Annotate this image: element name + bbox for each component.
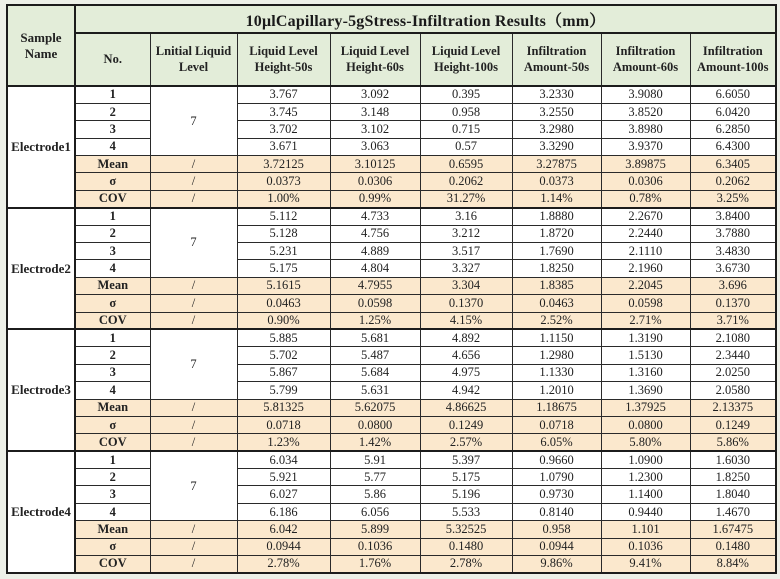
table-row [7, 329, 776, 346]
run-number-cell: 3 [75, 364, 150, 381]
table-row [7, 538, 776, 555]
data-cell: 1.25% [330, 312, 420, 329]
slash-cell: / [150, 190, 237, 207]
data-cell: 1.6030 [690, 451, 776, 468]
run-number-cell: 3 [75, 121, 150, 138]
data-cell: 1.1400 [601, 486, 690, 503]
data-cell: 5.684 [330, 364, 420, 381]
data-cell: 5.702 [237, 347, 330, 364]
stat-label-cell: COV [75, 190, 150, 207]
data-cell: 5.86 [330, 486, 420, 503]
data-cell: 5.196 [420, 486, 512, 503]
stat-label-cell: σ [75, 295, 150, 312]
data-cell: 3.327 [420, 260, 512, 277]
sample-name-cell: Electrode1 [7, 86, 75, 208]
data-cell: 6.186 [237, 503, 330, 520]
run-number-cell: 4 [75, 260, 150, 277]
table-row [7, 312, 776, 329]
data-cell: 3.304 [420, 277, 512, 294]
data-cell: 1.00% [237, 190, 330, 207]
slash-cell: / [150, 295, 237, 312]
data-cell: 1.8880 [512, 208, 601, 225]
data-cell: 1.8250 [690, 469, 776, 486]
data-cell: 5.81325 [237, 399, 330, 416]
data-cell: 0.0463 [237, 295, 330, 312]
data-cell: 5.397 [420, 451, 512, 468]
data-cell: 2.13375 [690, 399, 776, 416]
table-row [7, 190, 776, 207]
stat-label-cell: COV [75, 556, 150, 573]
data-cell: 0.9730 [512, 486, 601, 503]
data-cell: 0.1480 [420, 538, 512, 555]
data-cell: 1.8250 [512, 260, 601, 277]
data-cell: 3.102 [330, 121, 420, 138]
initial-liquid-level-cell: 7 [150, 208, 237, 278]
data-cell: 5.231 [237, 243, 330, 260]
data-cell: 3.696 [690, 277, 776, 294]
data-cell: 6.2850 [690, 121, 776, 138]
run-number-cell: 1 [75, 451, 150, 468]
run-number-cell: 1 [75, 86, 150, 103]
column-header: Infiltration Amount-50s [512, 33, 601, 86]
data-cell: 1.101 [601, 521, 690, 538]
data-cell: 1.1330 [512, 364, 601, 381]
table-row [7, 503, 776, 520]
data-cell: 4.975 [420, 364, 512, 381]
slash-cell: / [150, 538, 237, 555]
data-cell: 3.16 [420, 208, 512, 225]
data-cell: 5.1615 [237, 277, 330, 294]
slash-cell: / [150, 173, 237, 190]
data-cell: 6.3405 [690, 156, 776, 173]
table-row [7, 103, 776, 120]
data-cell: 1.2010 [512, 382, 601, 399]
run-number-cell: 4 [75, 138, 150, 155]
data-cell: 0.1480 [690, 538, 776, 555]
data-cell: 0.8140 [512, 503, 601, 520]
slash-cell: / [150, 277, 237, 294]
data-cell: 0.958 [420, 103, 512, 120]
data-cell: 0.1249 [420, 416, 512, 433]
table-row [7, 486, 776, 503]
data-cell: 1.5130 [601, 347, 690, 364]
stat-label-cell: Mean [75, 277, 150, 294]
data-cell: 5.175 [237, 260, 330, 277]
run-number-cell: 4 [75, 503, 150, 520]
data-cell: 0.0718 [237, 416, 330, 433]
data-cell: 6.4300 [690, 138, 776, 155]
run-number-cell: 3 [75, 243, 150, 260]
data-cell: 3.27875 [512, 156, 601, 173]
table-row [7, 208, 776, 225]
data-cell: 6.034 [237, 451, 330, 468]
stat-label-cell: Mean [75, 156, 150, 173]
data-cell: 3.6730 [690, 260, 776, 277]
data-cell: 0.0944 [512, 538, 601, 555]
sample-name-cell: Electrode3 [7, 329, 75, 451]
data-cell: 8.84% [690, 556, 776, 573]
data-cell: 1.76% [330, 556, 420, 573]
data-cell: 6.05% [512, 434, 601, 451]
data-cell: 5.62075 [330, 399, 420, 416]
data-cell: 5.32525 [420, 521, 512, 538]
data-cell: 1.3160 [601, 364, 690, 381]
data-cell: 0.958 [512, 521, 601, 538]
data-cell: 3.10125 [330, 156, 420, 173]
table-row [7, 416, 776, 433]
data-cell: 5.80% [601, 434, 690, 451]
table-row [7, 451, 776, 468]
data-cell: 1.67475 [690, 521, 776, 538]
stat-label-cell: σ [75, 538, 150, 555]
data-cell: 0.0718 [512, 416, 601, 433]
data-cell: 3.2980 [512, 121, 601, 138]
column-header-row [7, 33, 776, 86]
data-cell: 3.702 [237, 121, 330, 138]
data-cell: 1.4670 [690, 503, 776, 520]
data-cell: 5.867 [237, 364, 330, 381]
data-cell: 0.78% [601, 190, 690, 207]
data-cell: 0.9660 [512, 451, 601, 468]
column-header: No. [75, 33, 150, 86]
slash-cell: / [150, 521, 237, 538]
data-cell: 0.9440 [601, 503, 690, 520]
data-cell: 4.892 [420, 329, 512, 346]
data-cell: 5.112 [237, 208, 330, 225]
slash-cell: / [150, 556, 237, 573]
sample-name-cell: Electrode4 [7, 451, 75, 573]
data-cell: 5.128 [237, 225, 330, 242]
column-header: Liquid Level Height-60s [330, 33, 420, 86]
slash-cell: / [150, 312, 237, 329]
data-cell: 3.767 [237, 86, 330, 103]
data-cell: 2.78% [237, 556, 330, 573]
table-row [7, 173, 776, 190]
data-cell: 3.063 [330, 138, 420, 155]
run-number-cell: 2 [75, 225, 150, 242]
data-cell: 0.99% [330, 190, 420, 207]
data-cell: 4.656 [420, 347, 512, 364]
data-cell: 0.6595 [420, 156, 512, 173]
data-cell: 5.899 [330, 521, 420, 538]
data-cell: 6.0420 [690, 103, 776, 120]
data-cell: 1.0790 [512, 469, 601, 486]
data-cell: 1.1150 [512, 329, 601, 346]
column-header: Liquid Level Height-50s [237, 33, 330, 86]
data-cell: 2.1960 [601, 260, 690, 277]
data-cell: 1.2300 [601, 469, 690, 486]
data-cell: 0.1036 [601, 538, 690, 555]
data-cell: 2.0250 [690, 364, 776, 381]
stat-label-cell: COV [75, 434, 150, 451]
table-row [7, 277, 776, 294]
data-cell: 3.212 [420, 225, 512, 242]
data-cell: 4.7955 [330, 277, 420, 294]
data-cell: 3.7880 [690, 225, 776, 242]
data-cell: 0.715 [420, 121, 512, 138]
data-cell: 9.86% [512, 556, 601, 573]
initial-liquid-level-cell: 7 [150, 86, 237, 156]
column-header: Infiltration Amount-60s [601, 33, 690, 86]
data-cell: 1.18675 [512, 399, 601, 416]
data-cell: 5.885 [237, 329, 330, 346]
data-cell: 3.89875 [601, 156, 690, 173]
data-cell: 3.2330 [512, 86, 601, 103]
data-cell: 3.148 [330, 103, 420, 120]
stat-label-cell: Mean [75, 521, 150, 538]
data-cell: 5.631 [330, 382, 420, 399]
table-title-row [7, 5, 776, 33]
data-cell: 2.2440 [601, 225, 690, 242]
data-cell: 1.3190 [601, 329, 690, 346]
data-cell: 0.1370 [420, 295, 512, 312]
data-cell: 1.8720 [512, 225, 601, 242]
table-row [7, 364, 776, 381]
data-cell: 4.942 [420, 382, 512, 399]
data-cell: 0.0373 [237, 173, 330, 190]
data-cell: 6.056 [330, 503, 420, 520]
data-cell: 2.1080 [690, 329, 776, 346]
data-cell: 1.8385 [512, 277, 601, 294]
data-cell: 3.8520 [601, 103, 690, 120]
data-cell: 0.0463 [512, 295, 601, 312]
slash-cell: / [150, 399, 237, 416]
stat-label-cell: σ [75, 416, 150, 433]
run-number-cell: 4 [75, 382, 150, 399]
data-cell: 3.9080 [601, 86, 690, 103]
initial-liquid-level-cell: 7 [150, 329, 237, 399]
data-cell: 0.0598 [601, 295, 690, 312]
data-cell: 3.3290 [512, 138, 601, 155]
data-cell: 3.517 [420, 243, 512, 260]
data-cell: 0.2062 [420, 173, 512, 190]
data-cell: 31.27% [420, 190, 512, 207]
table-row [7, 121, 776, 138]
data-cell: 5.175 [420, 469, 512, 486]
data-cell: 3.671 [237, 138, 330, 155]
data-cell: 0.0306 [601, 173, 690, 190]
slash-cell: / [150, 156, 237, 173]
data-cell: 1.2980 [512, 347, 601, 364]
column-header: Infiltration Amount-100s [690, 33, 776, 86]
data-cell: 3.8400 [690, 208, 776, 225]
data-cell: 2.57% [420, 434, 512, 451]
data-cell: 2.78% [420, 556, 512, 573]
data-cell: 4.889 [330, 243, 420, 260]
data-cell: 3.25% [690, 190, 776, 207]
data-cell: 2.1110 [601, 243, 690, 260]
data-cell: 1.3690 [601, 382, 690, 399]
data-cell: 2.0580 [690, 382, 776, 399]
data-cell: 2.71% [601, 312, 690, 329]
sample-name-header: Sample Name [7, 5, 75, 86]
table-title: 10μlCapillary-5gStress-Infiltration Results（mm） [75, 5, 776, 33]
data-cell: 4.733 [330, 208, 420, 225]
data-cell: 2.52% [512, 312, 601, 329]
data-cell: 4.15% [420, 312, 512, 329]
data-cell: 1.14% [512, 190, 601, 207]
table-row [7, 434, 776, 451]
data-cell: 0.2062 [690, 173, 776, 190]
data-cell: 3.4830 [690, 243, 776, 260]
data-cell: 4.756 [330, 225, 420, 242]
data-cell: 4.804 [330, 260, 420, 277]
data-cell: 0.0373 [512, 173, 601, 190]
slash-cell: / [150, 434, 237, 451]
data-cell: 6.042 [237, 521, 330, 538]
table-row [7, 295, 776, 312]
data-cell: 3.72125 [237, 156, 330, 173]
table-row [7, 243, 776, 260]
run-number-cell: 3 [75, 486, 150, 503]
data-cell: 0.57 [420, 138, 512, 155]
data-cell: 5.91 [330, 451, 420, 468]
stat-label-cell: COV [75, 312, 150, 329]
run-number-cell: 2 [75, 103, 150, 120]
infiltration-results-table [6, 4, 777, 574]
run-number-cell: 1 [75, 208, 150, 225]
data-cell: 5.921 [237, 469, 330, 486]
data-cell: 1.23% [237, 434, 330, 451]
stat-label-cell: σ [75, 173, 150, 190]
data-cell: 1.37925 [601, 399, 690, 416]
data-cell: 1.7690 [512, 243, 601, 260]
data-cell: 2.3440 [690, 347, 776, 364]
data-cell: 9.41% [601, 556, 690, 573]
data-cell: 1.42% [330, 434, 420, 451]
data-cell: 3.2550 [512, 103, 601, 120]
column-header: Lnitial Liquid Level [150, 33, 237, 86]
data-cell: 5.487 [330, 347, 420, 364]
data-cell: 5.533 [420, 503, 512, 520]
data-cell: 2.2045 [601, 277, 690, 294]
data-cell: 5.77 [330, 469, 420, 486]
table-row [7, 156, 776, 173]
table-row [7, 382, 776, 399]
data-cell: 0.0800 [330, 416, 420, 433]
stat-label-cell: Mean [75, 399, 150, 416]
data-cell: 0.0598 [330, 295, 420, 312]
data-cell: 0.0306 [330, 173, 420, 190]
data-cell: 4.86625 [420, 399, 512, 416]
data-cell: 5.799 [237, 382, 330, 399]
table-row [7, 556, 776, 573]
data-cell: 3.745 [237, 103, 330, 120]
table-row [7, 399, 776, 416]
run-number-cell: 2 [75, 469, 150, 486]
slash-cell: / [150, 416, 237, 433]
data-cell: 5.86% [690, 434, 776, 451]
table-row [7, 469, 776, 486]
table-row [7, 86, 776, 103]
run-number-cell: 1 [75, 329, 150, 346]
table-row [7, 225, 776, 242]
data-cell: 3.9370 [601, 138, 690, 155]
data-cell: 3.092 [330, 86, 420, 103]
data-cell: 0.0800 [601, 416, 690, 433]
data-cell: 5.681 [330, 329, 420, 346]
run-number-cell: 2 [75, 347, 150, 364]
data-cell: 0.1370 [690, 295, 776, 312]
data-cell: 0.1249 [690, 416, 776, 433]
data-cell: 0.90% [237, 312, 330, 329]
initial-liquid-level-cell: 7 [150, 451, 237, 521]
column-header: Liquid Level Height-100s [420, 33, 512, 86]
data-cell: 6.6050 [690, 86, 776, 103]
data-cell: 3.71% [690, 312, 776, 329]
data-cell: 2.2670 [601, 208, 690, 225]
data-cell: 0.0944 [237, 538, 330, 555]
data-cell: 1.8040 [690, 486, 776, 503]
data-cell: 0.395 [420, 86, 512, 103]
table-row [7, 521, 776, 538]
data-cell: 3.8980 [601, 121, 690, 138]
data-cell: 1.0900 [601, 451, 690, 468]
data-cell: 6.027 [237, 486, 330, 503]
data-cell: 0.1036 [330, 538, 420, 555]
table-row [7, 260, 776, 277]
table-row [7, 347, 776, 364]
sample-name-cell: Electrode2 [7, 208, 75, 330]
table-row [7, 138, 776, 155]
